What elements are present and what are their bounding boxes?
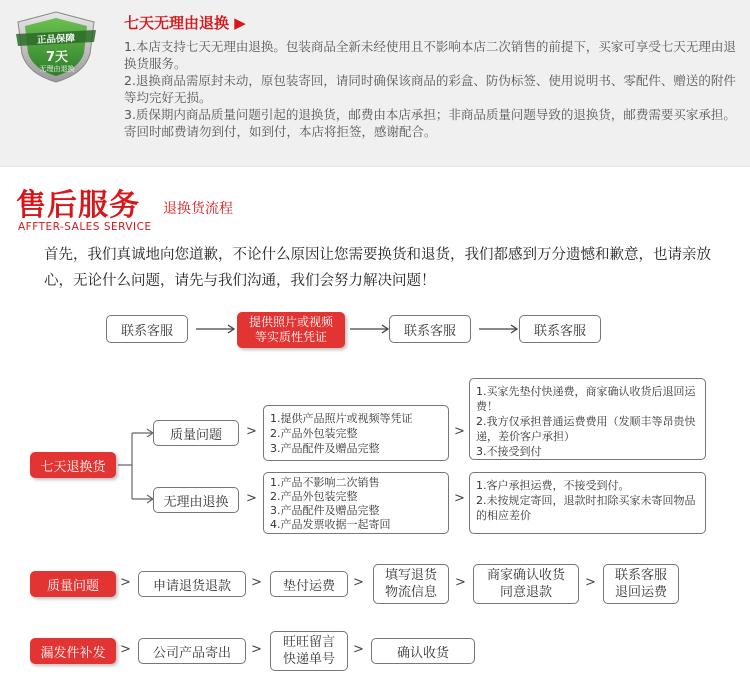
flow-step-confirm-receipt: [473, 564, 579, 604]
list-item: 3.产品配件及赠品完整: [270, 504, 380, 517]
list-item: 4.产品发票收据一起寄回: [270, 518, 391, 531]
missing-item-flow-label: 漏发件补发: [30, 638, 116, 664]
chevron-right-icon: >: [246, 424, 257, 439]
flow-step-contact-service: 联系客服: [519, 315, 601, 343]
chevron-right-icon: >: [353, 575, 364, 590]
wangwang-line1: 旺旺留言: [282, 635, 335, 650]
seven-day-return-label: 七天退换货: [30, 452, 116, 478]
flow-step-provide-evidence: [237, 312, 345, 348]
arrow-right-icon: [195, 322, 237, 336]
flow-step-wangwang-message: [270, 631, 348, 671]
logistics-line1: 填写退货: [384, 568, 437, 583]
chevron-right-icon: >: [353, 642, 364, 657]
evidence-line2: 等实质性凭证: [254, 330, 327, 344]
section-subtitle: 退换货流程: [163, 201, 233, 217]
list-item: 2.我方仅承担普通运费费用（发顺丰等昂贵快递，差价客户承担）: [476, 415, 696, 443]
no-reason-requirements: [263, 472, 449, 534]
flow-step-refund-shipping: [603, 564, 679, 604]
confirm-line2: 同意退款: [499, 585, 552, 600]
refund-line2: 退回运费: [614, 585, 667, 600]
arrow-right-icon: [478, 322, 520, 336]
policy-item: 3.质保期内商品质量问题引起的退换货，邮费由本店承担；非商品质量问题导致的退换货，邮费需要买家承担。寄回时邮费请勿到付，如到付，本店将拒签，感谢配合。: [124, 107, 736, 139]
confirm-line1: 商家确认收货: [486, 568, 565, 583]
policy-title: 七天无理由退换 ▶: [124, 14, 246, 32]
list-item: 3.不接受到付: [476, 445, 542, 458]
policy-item: 2.退换商品需原封未动，原包装寄回，请同时确保该商品的彩盒、防伪标签、使用说明书、零配件、赠送的附件等均完好无损。: [124, 73, 736, 105]
wangwang-line2: 快递单号: [282, 652, 335, 667]
badge-line1: 正品保障: [36, 33, 76, 46]
flow-step-advance-shipping: 垫付运费: [270, 571, 348, 597]
flow-step-contact-service: 联系客服: [106, 315, 188, 343]
list-item: 2.产品外包装完整: [270, 490, 358, 503]
section-english-title: AFFTER-SALES SERVICE: [18, 221, 152, 233]
list-item: 3.产品配件及赠品完整: [270, 442, 380, 455]
chevron-right-icon: >: [455, 575, 466, 590]
chevron-right-icon: >: [251, 575, 262, 590]
chevron-right-icon: >: [251, 642, 262, 657]
quality-requirements: [263, 405, 449, 461]
tree-connector: [116, 425, 156, 507]
badge-line3: 无理由退换: [39, 65, 75, 73]
chevron-right-icon: >: [120, 642, 131, 657]
apology-paragraph: 首先，我们真诚地向您道歉，不论什么原因让您需要换货和退货，我们都感到万分遗憾和歉意，也请亲放心，无论什么问题，请先与我们沟通，我们会努力解决问题！: [44, 247, 711, 289]
section-title: 售后服务: [16, 188, 140, 223]
quality-issue-box: 质量问题: [153, 420, 239, 446]
arrow-right-icon: [349, 322, 391, 336]
chevron-right-icon: >: [120, 575, 131, 590]
quality-result: [469, 378, 706, 460]
list-item: 2.产品外包装完整: [270, 427, 358, 440]
flow-step-confirm-receipt: 确认收货: [371, 638, 475, 664]
policy-item: 1.本店支持七天无理由退换。包装商品全新未经使用且不影响本店二次销售的前提下，买家可享受七天无理由退换货服务。: [124, 39, 736, 71]
guarantee-badge-icon: [14, 10, 98, 84]
list-item: 1.买家先垫付快递费，商家确认收货后退回运费！: [476, 385, 696, 413]
logistics-line2: 物流信息: [384, 585, 437, 600]
list-item: 1.客户承担运费，不接受到付。: [476, 479, 630, 492]
flow-step-fill-logistics: [373, 564, 449, 604]
evidence-line1: 提供照片或视频: [248, 315, 333, 329]
quality-flow-label: 质量问题: [30, 571, 116, 597]
no-reason-return-box: 无理由退换: [153, 487, 239, 513]
chevron-right-icon: >: [246, 491, 257, 506]
no-reason-result: [469, 472, 706, 534]
chevron-right-icon: >: [585, 575, 596, 590]
chevron-right-icon: >: [454, 491, 465, 506]
list-item: 1.提供产品照片或视频等凭证: [270, 412, 413, 425]
list-item: 2.未按规定寄回，退款时扣除买家未寄回物品的相应差价: [476, 494, 696, 522]
flow-step-apply-refund: 申请退货退款: [138, 571, 246, 597]
badge-line2: 7天: [45, 50, 69, 65]
divider: [0, 166, 750, 167]
list-item: 1.产品不影响二次销售: [270, 476, 380, 489]
chevron-right-icon: >: [454, 424, 465, 439]
policy-text: [124, 38, 738, 140]
flow-step-company-ships: 公司产品寄出: [138, 638, 246, 664]
refund-line1: 联系客服: [614, 568, 667, 583]
flow-step-contact-service: 联系客服: [389, 315, 471, 343]
